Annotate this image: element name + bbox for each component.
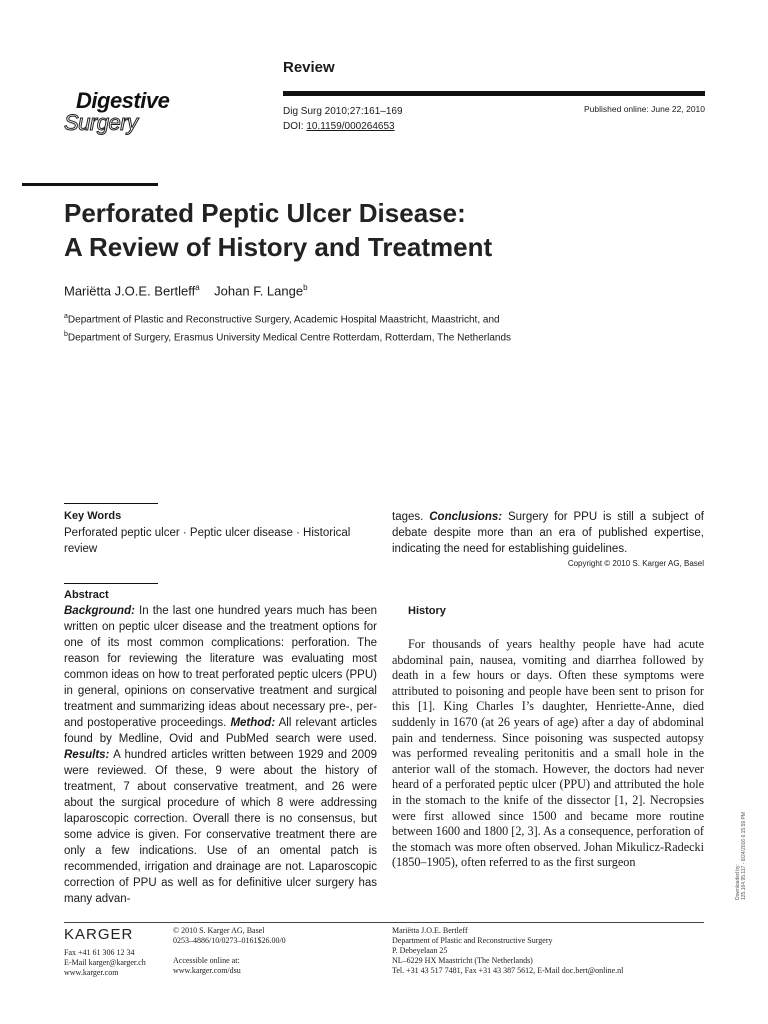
- key-words-rule: [64, 503, 158, 504]
- history-text: For thousands of years healthy people have had acute abdominal pain, nausea, vomiting and diarrhea followed by death in a few hours or days. Often these symptoms were attributed to poisoning and people have been sent to prison for this [1]. King Charles I’s daughter, Henriette-Anne, died suddenly in 1670 (at 26 years of age) after a day of abdominal pain and tenderness. Since poisoning was suspected autopsy was performed revealing peritonitis and a small hole in the anterior wall of the stomach. However, the doctors had never heard of a perforated peptic ulcer (PPU) and attributed the hole in the stomach to the knife of the dissector [1, 2]. Necropsies were first allowed since 1500 and became more routine between 1600 and 1800 [2, 3]. As a consequence, perforation of the stomach was more often observed. Johan Mikulicz-Radecki (1850–1905), often referred to as the first surgeon: [392, 637, 704, 870]
- footer-accessible: Accessible online at:: [173, 956, 240, 965]
- corr-name: Mariëtta J.O.E. Bertleff: [392, 926, 468, 935]
- key-words-heading: Key Words: [64, 510, 122, 522]
- corr-city: NL–6229 HX Maastricht (The Netherlands): [392, 956, 533, 965]
- key-words-text: Perforated peptic ulcer · Peptic ulcer disease · Historical review: [64, 527, 351, 555]
- title-rule: [22, 183, 158, 186]
- citation-text: Dig Surg 2010;27:161–169: [283, 106, 403, 117]
- download-watermark: [735, 812, 747, 900]
- affiliation-b-sup: b: [64, 331, 68, 339]
- history-heading: History: [408, 605, 446, 617]
- corr-street: P. Debeyelaan 25: [392, 946, 448, 955]
- affiliation-b: [64, 327, 511, 345]
- abstract-copyright: Copyright © 2010 S. Karger AG, Basel: [567, 559, 704, 568]
- abstract-text: [64, 603, 377, 907]
- title-line-2: A Review of History and Treatment: [64, 232, 493, 262]
- published-date: Published online: June 22, 2010: [584, 104, 705, 114]
- conclusions-label: Conclusions:: [429, 511, 503, 523]
- journal-logo-line1: Digestive: [76, 88, 170, 113]
- abstract-heading: Abstract: [64, 589, 109, 601]
- corr-dept: Department of Plastic and Reconstructive Surgery: [392, 936, 553, 945]
- download-note-1: Downloaded by:: [735, 864, 741, 900]
- affiliation-a-sup: a: [64, 313, 68, 320]
- background-label: Background:: [64, 605, 135, 617]
- authors: [64, 283, 308, 298]
- journal-logo-line2: Surgery: [64, 110, 138, 135]
- affiliation-a: [64, 309, 511, 327]
- footer-accessible-url[interactable]: www.karger.com/dsu: [173, 966, 241, 975]
- publisher-logo: KARGER: [64, 926, 134, 943]
- publisher-email: E-Mail karger@karger.ch: [64, 958, 146, 967]
- conclusions-text: Surgery for PPU is still a subject of debate despite more than an era of published expertise, indicating the need for establishing guidelines.: [392, 511, 704, 555]
- corr-contact: Tel. +31 43 517 7481, Fax +31 43 387 5612, E-Mail doc.bert@online.nl: [392, 966, 624, 975]
- title-line-1: Perforated Peptic Ulcer Disease:: [64, 198, 466, 228]
- author-2: Johan F. Lange: [214, 283, 304, 299]
- author-1-sup: a: [195, 283, 200, 292]
- abstract-continued-text: tages.: [392, 511, 430, 523]
- top-rule: [283, 91, 705, 96]
- author-1: Mariëtta J.O.E. Bertleff: [64, 283, 196, 299]
- publisher-contact: [64, 948, 146, 978]
- footer-issn: 0253–4886/10/0273–0161$26.00/0: [173, 936, 286, 945]
- abstract-continued: [392, 509, 704, 557]
- article-title: [64, 196, 704, 264]
- download-note-2: 125.164.95.117 - 8/24/2016 6:15:59 PM: [741, 811, 747, 900]
- doi-link[interactable]: 10.1159/000264653: [306, 121, 395, 132]
- doi-prefix: DOI:: [283, 121, 307, 132]
- publisher-web: www.karger.com: [64, 968, 119, 977]
- doi-line: [283, 119, 403, 134]
- footer-copyright: © 2010 S. Karger AG, Basel: [173, 926, 265, 935]
- affiliation-a-text: Department of Plastic and Reconstructive Surgery, Academic Hospital Maastricht, Maastricht, and: [67, 314, 500, 326]
- method-text: All relevant articles found by Medline, Ovid and PubMed search were used.: [64, 717, 377, 745]
- method-label: Method:: [230, 717, 276, 729]
- background-text: In the last one hundred years much has been written on peptic ulcer disease and the treatment options for one of its most common complications: perforation. The reason for reviewing the literature was evaluating most common ideas on how to treat perforated peptic ulcers (PPU) in general, opinions on conservative treatment and surgical treatment and summarizing ideas about necessary pre-, per- and postoperative proceedings.: [64, 605, 377, 729]
- section-label: Review: [283, 59, 335, 76]
- results-label: Results:: [64, 749, 110, 761]
- journal-logo: [64, 88, 174, 138]
- footer-rule: [64, 922, 704, 923]
- footer-copyright-block: [173, 926, 286, 976]
- results-text: A hundred articles written between 1929 and 2009 were reviewed. Of these, 9 were about the history of treatment, 7 about conservative treatment, and 26 were about the surgical procedure of which 8 were addressing laparoscopic correction. Overall there is no consensus, but some advice is given. For conservative treatment there are only a few indications. Use of an omental patch is recommended, irrigation and drainage are not. Laparoscopic correction of PPU as well as for definitive ulcer surgery has many advan-: [64, 749, 377, 905]
- footer-spacer: [173, 946, 286, 956]
- correspondence-block: [392, 926, 623, 976]
- citation: [283, 104, 403, 134]
- author-2-sup: b: [303, 283, 308, 292]
- abstract-rule: [64, 583, 158, 584]
- affiliation-b-text: Department of Surgery, Erasmus University Medical Centre Rotterdam, Rotterdam, The Netherlands: [67, 332, 512, 344]
- publisher-fax: Fax +41 61 306 12 34: [64, 948, 135, 957]
- affiliations: [64, 309, 511, 346]
